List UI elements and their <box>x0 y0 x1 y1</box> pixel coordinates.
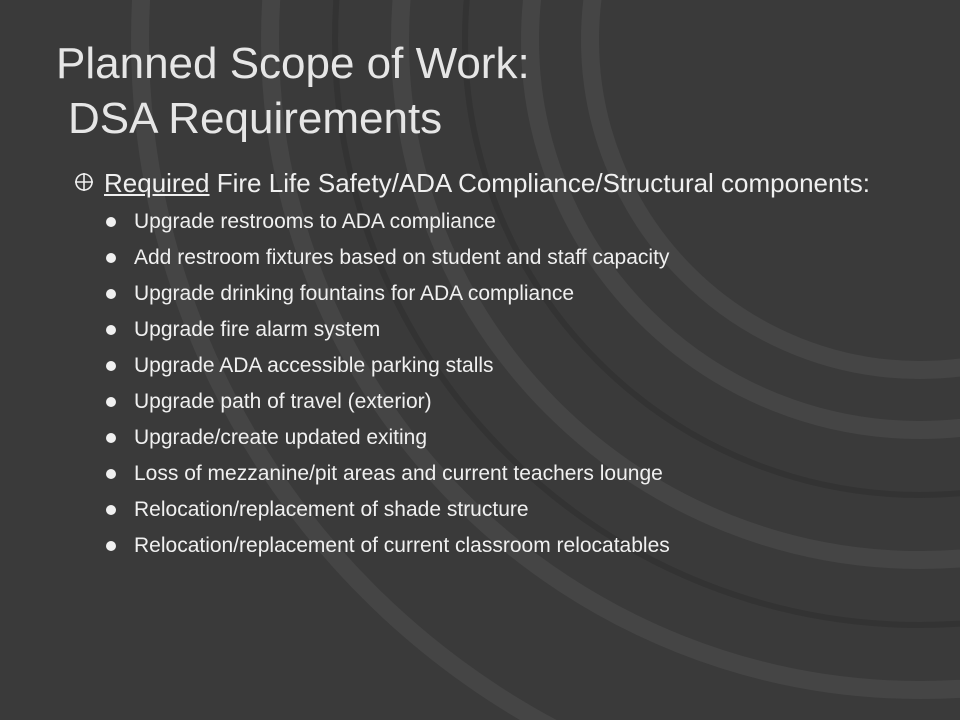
list-item <box>72 498 902 522</box>
list-item <box>72 390 902 414</box>
bullet-dot-icon <box>106 289 116 299</box>
list-item-text: Relocation/replacement of shade structure <box>134 498 529 521</box>
main-bullet <box>72 168 902 198</box>
list-item-text: Add restroom fixtures based on student and staff capacity <box>134 246 670 269</box>
list-item-text: Upgrade/create updated exiting <box>134 426 428 449</box>
list-item-text: Upgrade restrooms to ADA compliance <box>134 210 496 233</box>
required-underlined: Required <box>104 168 210 198</box>
bullet-dot-icon <box>106 253 116 263</box>
bullet-dot-icon <box>106 505 116 515</box>
bullet-dot-icon <box>106 217 116 227</box>
list-item <box>72 246 902 270</box>
list-item <box>72 210 902 234</box>
list-item-text: Relocation/replacement of current classroom relocatables <box>134 534 670 557</box>
title-line-1: Planned Scope of Work: <box>56 39 530 88</box>
list-item <box>72 426 902 450</box>
list-item <box>72 282 902 306</box>
bullet-dot-icon <box>106 325 116 335</box>
list-item-text: Loss of mezzanine/pit areas and current teachers lounge <box>134 462 663 485</box>
list-item <box>72 354 902 378</box>
list-item <box>72 462 902 486</box>
list-item-text: Upgrade drinking fountains for ADA compliance <box>134 282 575 305</box>
slide-title <box>56 36 916 146</box>
bullet-dot-icon <box>106 433 116 443</box>
bullet-dot-icon <box>106 361 116 371</box>
bullet-dot-icon <box>106 397 116 407</box>
sub-bullet-list <box>72 210 902 558</box>
list-item-text: Upgrade path of travel (exterior) <box>134 390 432 413</box>
bullet-dot-icon <box>106 541 116 551</box>
list-item <box>72 318 902 342</box>
slide-content <box>72 168 902 570</box>
list-item-text: Upgrade ADA accessible parking stalls <box>134 354 494 377</box>
target-bullet-icon <box>74 172 94 192</box>
bullet-dot-icon <box>106 469 116 479</box>
title-line-2: DSA Requirements <box>68 94 443 143</box>
main-bullet-text: Fire Life Safety/ADA Compliance/Structural components: <box>209 168 870 198</box>
list-item-text: Upgrade fire alarm system <box>134 318 381 341</box>
list-item <box>72 534 902 558</box>
